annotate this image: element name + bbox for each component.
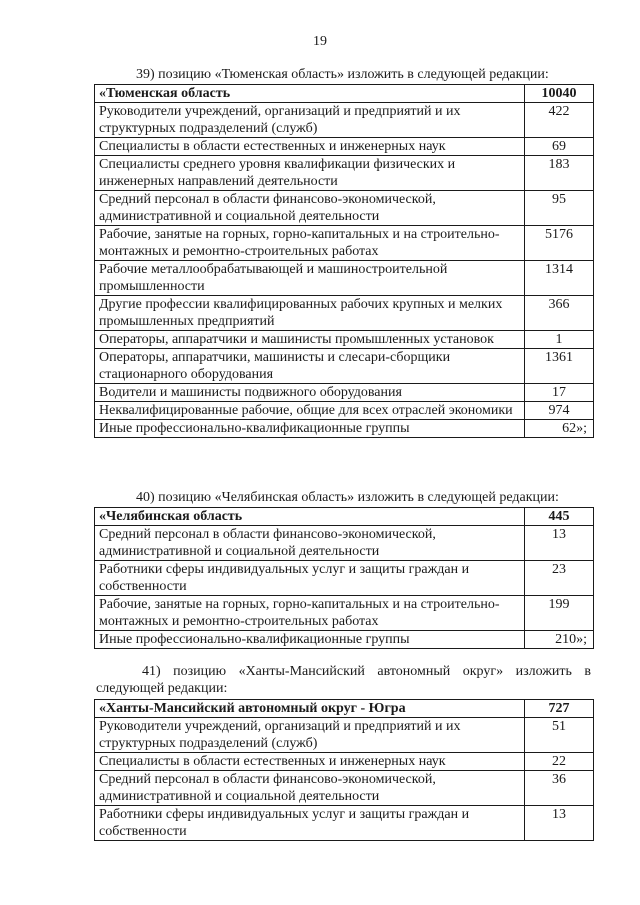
row-name: Работники сферы индивидуальных услуг и защиты граждан и собственности [95,806,525,841]
table-row [95,191,594,226]
row-value: 199 [525,596,594,631]
row-name: Неквалифицированные рабочие, общие для всех отраслей экономики [95,402,525,420]
row-name: Средний персонал в области финансово-экономической, административной и социальной деятельности [95,191,525,226]
row-value: 210»; [525,631,594,649]
table-row [95,296,594,331]
row-value: 1361 [525,349,594,384]
section-intro: 41) позицию «Ханты-Мансийский автономный округ» изложить в следующей редакции: [96,664,591,696]
row-value: 23 [525,561,594,596]
table-row [95,596,594,631]
row-value: 51 [525,718,594,753]
region-total: 727 [525,700,594,718]
section-intro: 39) позицию «Тюменская область» изложить в следующей редакции: [136,67,549,82]
row-name: Операторы, аппаратчики и машинисты промышленных установок [95,331,525,349]
row-name: Иные профессионально-квалификационные группы [95,420,525,438]
row-value: 183 [525,156,594,191]
table-row [95,718,594,753]
row-value: 366 [525,296,594,331]
row-value: 62»; [525,420,594,438]
row-name: Руководители учреждений, организаций и предприятий и их структурных подразделений (служб) [95,718,525,753]
table-chelyabinsk [94,507,594,649]
row-name: Рабочие, занятые на горных, горно-капитальных и на строительно-монтажных и ремонтно-строительных работах [95,226,525,261]
table-row [95,226,594,261]
row-value: 22 [525,753,594,771]
region-name: «Тюменская область [95,85,525,103]
region-name: «Ханты-Мансийский автономный округ - Югра [95,700,525,718]
table-row [95,561,594,596]
table-row [95,349,594,384]
region-total: 10040 [525,85,594,103]
row-name: Операторы, аппаратчики, машинисты и слесари-сборщики стационарного оборудования [95,349,525,384]
row-value: 974 [525,402,594,420]
table-row [95,420,594,438]
row-name: Специалисты среднего уровня квалификации физических и инженерных направлений деятельности [95,156,525,191]
page-number: 19 [313,34,327,49]
row-name: Рабочие металлообрабатывающей и машиностроительной промышленности [95,261,525,296]
row-value: 36 [525,771,594,806]
table-row [95,331,594,349]
row-value: 422 [525,103,594,138]
table-row [95,103,594,138]
table-header-row [95,85,594,103]
table-row [95,384,594,402]
table-header-row [95,700,594,718]
row-value: 1314 [525,261,594,296]
table-row [95,631,594,649]
table-row [95,402,594,420]
table-row [95,138,594,156]
row-name: Средний персонал в области финансово-экономической, административной и социальной деятельности [95,526,525,561]
row-name: Водители и машинисты подвижного оборудования [95,384,525,402]
table-header-row [95,508,594,526]
table-row [95,771,594,806]
row-value: 95 [525,191,594,226]
row-name: Средний персонал в области финансово-экономической, административной и социальной деятельности [95,771,525,806]
row-value: 13 [525,806,594,841]
row-value: 5176 [525,226,594,261]
row-name: Иные профессионально-квалификационные группы [95,631,525,649]
row-value: 1 [525,331,594,349]
section-intro: 40) позицию «Челябинская область» изложить в следующей редакции: [136,490,559,505]
row-name: Другие профессии квалифицированных рабочих крупных и мелких промышленных предприятий [95,296,525,331]
row-name: Руководители учреждений, организаций и предприятий и их структурных подразделений (служб) [95,103,525,138]
region-name: «Челябинская область [95,508,525,526]
table-row [95,753,594,771]
table-row [95,261,594,296]
row-value: 17 [525,384,594,402]
region-total: 445 [525,508,594,526]
row-name: Специалисты в области естественных и инженерных наук [95,138,525,156]
row-name: Рабочие, занятые на горных, горно-капитальных и на строительно-монтажных и ремонтно-строительных работах [95,596,525,631]
row-name: Специалисты в области естественных и инженерных наук [95,753,525,771]
table-row [95,156,594,191]
table-khanty-mansiysk [94,699,594,841]
table-tyumen [94,84,594,438]
table-row [95,526,594,561]
row-value: 13 [525,526,594,561]
table-row [95,806,594,841]
row-name: Работники сферы индивидуальных услуг и защиты граждан и собственности [95,561,525,596]
row-value: 69 [525,138,594,156]
